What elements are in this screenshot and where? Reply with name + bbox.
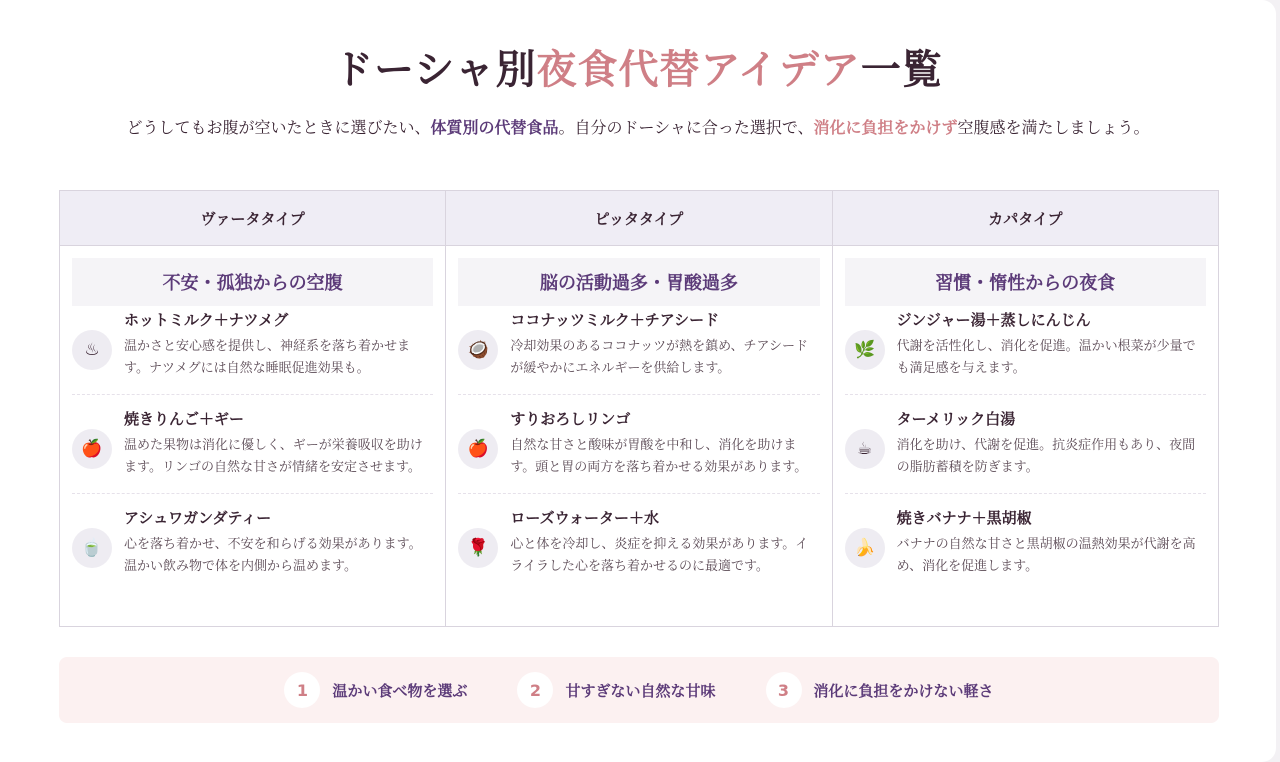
- list-item: [72, 405, 433, 494]
- item-name: アシュワガンダティー: [124, 509, 272, 527]
- dosha-table: [59, 190, 1219, 627]
- list-item: [72, 504, 433, 592]
- category-label: 習慣・惰性からの夜食: [845, 258, 1206, 306]
- item-description: 心と体を冷却し、炎症を抑える効果があります。イライラした心を落ち着かせるのに最適です。: [510, 537, 809, 574]
- tip-item: [284, 672, 467, 708]
- item-name: 焼きりんご＋ギー: [124, 410, 245, 428]
- subtitle-part-3: 空腹感を満たしましょう。: [957, 118, 1150, 137]
- list-item: [458, 504, 819, 592]
- tip-label: 消化に負担をかけない軽さ: [813, 681, 994, 700]
- subtitle-part-2: 。自分のドーシャに合った選択で、: [558, 118, 814, 137]
- column-heading: ヴァータタイプ: [60, 191, 445, 246]
- item-name: ターメリック白湯: [896, 410, 1016, 428]
- herb-icon: 🌿: [845, 330, 885, 370]
- banana-icon: 🍌: [845, 528, 885, 568]
- hot-spring-icon: ♨: [72, 330, 112, 370]
- subtitle-emphasis-2: 消化に負担をかけず: [813, 118, 958, 137]
- subtitle-emphasis-1: 体質別の代替食品: [430, 118, 559, 137]
- item-description: 温かさと安心感を提供し、神経系を落ち着かせます。ナツメグには自然な睡眠促進効果も。: [124, 339, 411, 376]
- tip-number: 1: [284, 672, 320, 708]
- item-name: ココナッツミルク＋チアシード: [510, 311, 720, 329]
- item-description: 冷却効果のあるココナッツが熱を鎮め、チアシードが緩やかにエネルギーを供給します。: [510, 339, 809, 376]
- rose-icon: 🌹: [458, 528, 498, 568]
- item-description: 消化を助け、代謝を促進。抗炎症作用もあり、夜間の脂肪蓄積を防ぎます。: [896, 438, 1196, 475]
- item-description: バナナの自然な甘さと黒胡椒の温熱効果が代謝を高め、消化を促進します。: [896, 537, 1196, 574]
- tip-label: 甘すぎない自然な甘味: [565, 681, 716, 700]
- subtitle-part-1: どうしてもお腹が空いたときに選びたい、: [126, 118, 431, 137]
- category-label: 脳の活動過多・胃酸過多: [458, 258, 819, 306]
- list-item: [458, 306, 819, 395]
- tea-cup-icon: 🍵: [72, 528, 112, 568]
- column-vata: [60, 191, 446, 626]
- tip-number: 2: [517, 672, 553, 708]
- title-accent: 夜食代替アイデア: [536, 47, 861, 93]
- item-name: すりおろしリンゴ: [510, 410, 631, 428]
- coconut-icon: 🥥: [458, 330, 498, 370]
- item-description: 心を落ち着かせ、不安を和らげる効果があります。温かい飲み物で体を内側から温めます。: [124, 537, 422, 574]
- list-item: [845, 504, 1206, 592]
- page-subtitle: [0, 115, 1276, 138]
- item-name: 焼きバナナ＋黒胡椒: [896, 509, 1032, 527]
- item-name: ジンジャー湯＋蒸しにんじん: [896, 311, 1091, 329]
- column-heading: ピッタタイプ: [446, 191, 831, 246]
- hot-drink-icon: ☕: [845, 429, 885, 469]
- tips-bar: [59, 657, 1219, 723]
- item-name: ローズウォーター＋水: [510, 509, 659, 527]
- tip-number: 3: [766, 672, 802, 708]
- column-pitta: [446, 191, 832, 626]
- apple-icon: 🍎: [72, 429, 112, 469]
- tip-label: 温かい食べ物を選ぶ: [332, 681, 468, 700]
- list-item: [72, 306, 433, 395]
- list-item: [845, 405, 1206, 494]
- column-kapha: [833, 191, 1218, 626]
- list-item: [458, 405, 819, 494]
- title-post: 一覧: [860, 47, 943, 93]
- item-description: 代謝を活性化し、消化を促進。温かい根菜が少量でも満足感を与えます。: [896, 339, 1196, 376]
- title-pre: ドーシャ別: [333, 47, 537, 93]
- column-heading: カパタイプ: [833, 191, 1218, 246]
- item-name: ホットミルク＋ナツメグ: [124, 311, 289, 329]
- tip-item: [766, 672, 994, 708]
- item-description: 自然な甘さと酸味が胃酸を中和し、消化を助けます。頭と胃の両方を落ち着かせる効果があります。: [510, 438, 808, 475]
- list-item: [845, 306, 1206, 395]
- category-label: 不安・孤独からの空腹: [72, 258, 433, 306]
- tip-item: [517, 672, 715, 708]
- page-title: [0, 38, 1276, 95]
- item-description: 温めた果物は消化に優しく、ギーが栄養吸収を助けます。リンゴの自然な甘さが情緒を安定させます。: [124, 438, 423, 475]
- apple-icon: 🍎: [458, 429, 498, 469]
